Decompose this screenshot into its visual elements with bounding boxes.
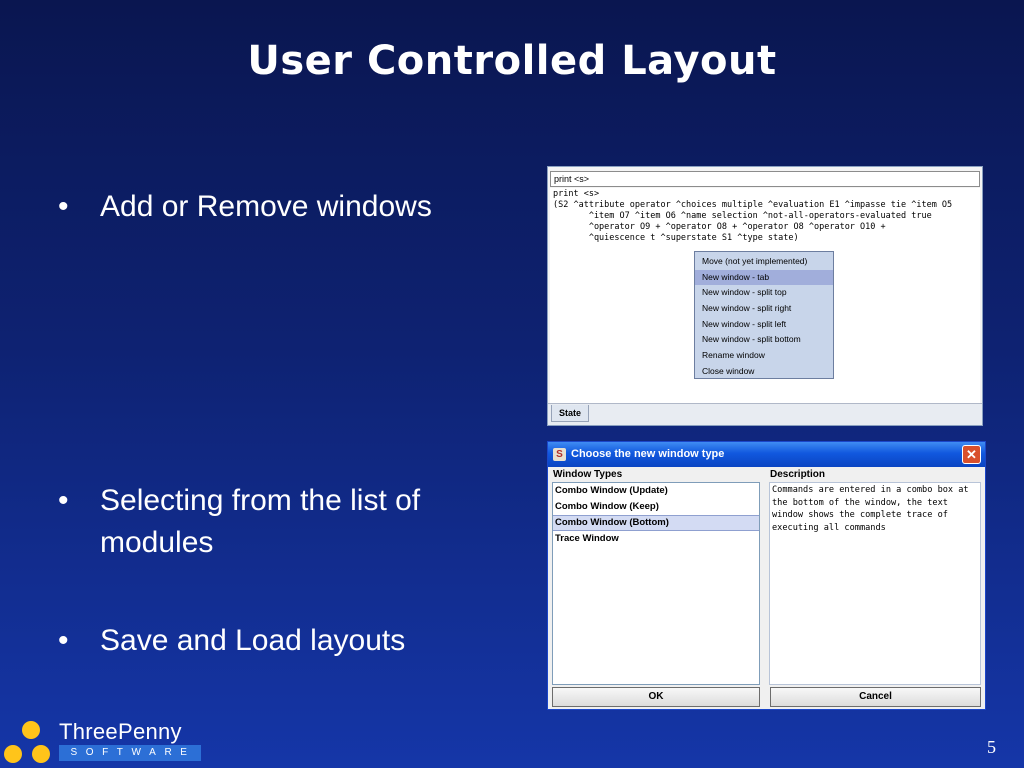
- command-input[interactable]: print <s>: [550, 171, 980, 187]
- menu-item-split-top[interactable]: New window - split top: [702, 287, 787, 298]
- page-number: 5: [987, 737, 996, 757]
- dialog-title: Choose the new window type: [571, 448, 725, 460]
- trace-line: ^quiescence t ^superstate S1 ^type state): [553, 233, 799, 243]
- bullet-item: [58, 480, 498, 564]
- list-item[interactable]: Combo Window (Update): [555, 485, 668, 496]
- context-menu: [694, 251, 834, 379]
- description-text: Commands are entered in a combo box at the bottom of the window, the text window shows the complete trace of executing all commands: [769, 482, 981, 685]
- window-types-list: [552, 482, 760, 685]
- menu-item-split-left[interactable]: New window - split left: [702, 318, 787, 329]
- threepenny-logo: [2, 718, 202, 766]
- logo-name: ThreePenny: [59, 719, 182, 744]
- list-item-selected[interactable]: Combo Window (Bottom): [553, 515, 759, 531]
- trace-line: ^item O7 ^item O6 ^name selection ^not-all-operators-evaluated true: [553, 211, 932, 221]
- menu-item-split-bottom[interactable]: New window - split bottom: [702, 334, 801, 345]
- trace-window-screenshot: [547, 166, 983, 426]
- menu-item-new-window-tab[interactable]: New window - tab: [695, 270, 833, 286]
- description-label: Description: [770, 469, 826, 480]
- close-icon[interactable]: ✕: [962, 445, 981, 464]
- cancel-button[interactable]: Cancel: [770, 687, 981, 707]
- trace-line: print <s>: [553, 189, 600, 199]
- menu-item-move[interactable]: Move (not yet implemented): [702, 256, 808, 266]
- menu-item-split-right[interactable]: New window - split right: [702, 303, 792, 314]
- bullet-item: [58, 620, 498, 662]
- bullet-text: Save and Load layouts: [100, 624, 406, 657]
- penny-circle-icon: [32, 745, 50, 763]
- bullet-dot-icon: •: [58, 484, 69, 517]
- slide-title: User Controlled Layout: [247, 38, 777, 84]
- bullet-dot-icon: •: [58, 190, 69, 223]
- dialog-titlebar[interactable]: [548, 442, 985, 467]
- penny-circle-icon: [4, 745, 22, 763]
- logo-subtitle: SOFTWARE: [59, 745, 201, 761]
- window-types-label: Window Types: [553, 469, 623, 480]
- window-type-dialog: [547, 441, 986, 710]
- menu-item-rename-window[interactable]: Rename window: [702, 350, 765, 361]
- bullet-text: Add or Remove windows: [100, 190, 432, 223]
- trace-line: (S2 ^attribute operator ^choices multiple ^evaluation E1 ^impasse tie ^item O5: [553, 200, 953, 210]
- list-item[interactable]: Trace Window: [555, 533, 619, 544]
- ok-button[interactable]: OK: [552, 687, 760, 707]
- tab-state[interactable]: State: [551, 405, 589, 422]
- list-item[interactable]: Combo Window (Keep): [555, 501, 659, 512]
- menu-item-close-window[interactable]: Close window: [702, 365, 755, 376]
- tab-bar: [548, 403, 982, 426]
- bullet-text: Selecting from the list of modules: [100, 484, 421, 559]
- bullet-item: [58, 186, 498, 228]
- trace-line: ^operator O9 + ^operator O8 + ^operator O8 ^operator O10 +: [553, 222, 886, 232]
- bullet-dot-icon: •: [58, 624, 69, 657]
- app-icon: S: [553, 448, 566, 461]
- penny-circle-icon: [22, 721, 40, 739]
